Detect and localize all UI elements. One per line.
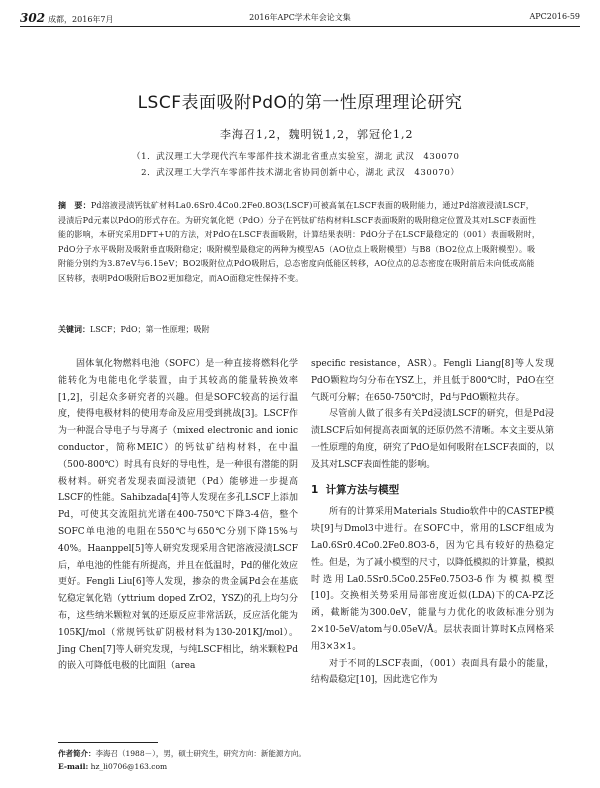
- paper-code: APC2016-59: [529, 12, 580, 21]
- keywords-label: 关键词：: [58, 324, 90, 334]
- keywords: [58, 324, 210, 335]
- intro-paragraph-2: 尽管前人做了很多有关Pd浸渍LSCF的研究，但是Pd浸渍LSCF后如何提高表面氧的还原仍然不清晰。本文主要从第一性原理的角度，研究了PdO是如何吸附在LSCF表面的，以及其对LSCF表面性能的影响。: [311, 409, 554, 470]
- paper-title: LSCF表面吸附PdO的第一性原理理论研究: [137, 93, 463, 113]
- email-address: hz_li0706@163.com: [90, 762, 168, 771]
- affiliation-2: 2．武汉理工大学汽车零部件技术湖北省协同创新中心，湖北 武汉 430070）: [132, 168, 460, 178]
- abstract: [58, 198, 542, 286]
- journal-name: 2016年APC学术年会论文集: [249, 13, 351, 22]
- section-number: 1: [311, 483, 319, 496]
- author-list: 李海召1,2，魏明锐1,2，郭冠伦1,2: [220, 128, 414, 141]
- method-paragraph-1: 所有的计算采用Materials Studio软件中的CASTEP模块[9]与Dmol3中进行。在SOFC中，常用的LSCF组成为La0.6Sr0.4Co0.2Fe0.8O3-δ，因为它具有较好的热稳定性。但是，为了减小模型的尺寸，以降低模拟的计算量，模拟时选用La0.5Sr0.5Co0.25Fe0.75O3-δ作为模拟模型[10]。交换相关势采用局部密度近似(LDA)下的CA-PZ泛函，截断能为300.0eV，能量与力优化的收敛标准分别为2×10-5eV/atom与0.05eV/Å。层状表面计算时K点网格采用3×3×1。: [311, 507, 555, 652]
- intro-paragraph: 固体氧化物燃料电池（SOFC）是一种直接将燃料化学能转化为电能电化学装置，由于其较高的能量转换效率[1,2]，引起众多研究者的兴趣。但是SOFC较高的运行温度，使得电极材料的使用寿命及应用受到挑战[3]。LSCF作为一种混合导电子与导离子（mixed electronic and ionic conductor，简称MEIC）的钙钛矿结构材料，在中温（500-800℃）时具有良好的导电性，是一种很有潜能的阴极材料。研究者发现表面浸渍钯（Pd）能够进一步提高LSCF的性能。Sahibzada[4]等人发现在多孔LSCF上添加Pd，可使其交流阻抗光谱在400-750℃下降3-4倍，整个SOFC单电池的电阻在550℃与650℃分别下降15%与40%。Haanppel[5]等人研究发现采用含钯溶液浸渍LSCF后，单电池的性能有所提高，并且在低温时，Pd的催化效应更好。Fengli Liu[6]等人发现，掺杂的贵金属Pd会在基底钇稳定氧化锆（yttrium doped ZrO2，YSZ)的孔上均匀分布，这些纳米颗粒对氧的还原反应非常活跃，反应活化能为105KJ/mol（常规钙钛矿阴极材料为130-201KJ/mol）。Jing Chen[7]等人研究发现，与纯LSCF相比，纳米颗粒Pd的嵌入可降低电极的比面阻（area: [58, 359, 298, 672]
- footnote: [58, 747, 306, 773]
- email-label: E-mail:: [58, 762, 89, 771]
- footnote-rule: [58, 742, 158, 743]
- affiliation-1: （1．武汉理工大学现代汽车零部件技术湖北省重点实验室，湖北 武汉 430070: [132, 152, 460, 162]
- section-title: 计算方法与模型: [325, 483, 400, 496]
- author-email: [58, 760, 306, 773]
- running-header: [20, 8, 580, 24]
- left-column: [58, 356, 298, 675]
- section-heading: [311, 482, 554, 499]
- intro-continuation: specific resistance，ASR）。Fengli Liang[8]等人发现PdO颗粒均匀分布在YSZ上，并且低于800℃时，PdO在空气既可分解；在650-750℃时，Pd与PdO颗粒共存。: [311, 359, 554, 403]
- abstract-label: 摘 要：: [58, 200, 91, 210]
- right-column: [311, 356, 554, 689]
- author-bio: [58, 747, 306, 760]
- header-rule: [20, 26, 580, 27]
- author-bio-text: 李海召（1988－），男，硕士研究生，研究方向：新能源方向。: [95, 749, 306, 758]
- location-date: 成都，2016年7月: [48, 15, 114, 24]
- author-bio-label: 作者简介：: [58, 749, 96, 758]
- keywords-text: LSCF；PdO；第一性原理；吸附: [90, 325, 210, 334]
- method-paragraph-2: 对于不同的LSCF表面，（001）表面具有最小的能量，结构最稳定[10]，因此选它作为: [311, 658, 554, 686]
- page-number: 302: [20, 11, 46, 25]
- abstract-text: Pd溶液浸渍钙钛矿材料La0.6Sr0.4Co0.2Fe0.8O3(LSCF)可被高氧在LSCF表面的吸附能力，通过Pd溶液浸渍LSCF，浸渍后Pd元素以PdO的形式存在。为研究氧化钯（PdO）分子在钙钛矿结构材料LSCF表面吸附的吸附稳定位置及其对LSCF表面性能的影响，本研究采用DFT+U的方法，对PdO在LSCF表面吸附，计算结果表明：PdO分子在LSCF最稳定的（001）表面吸附时，PdO分子水平吸附及吸附垂直吸附稳定；吸附模型最稳定的两种为模型A5（AO位点上吸附模型）与B8（BO2位点上吸附模型）。吸附能分别约为3.87eV与6.15eV；BO2吸附位点PdO吸附后，总态密度向低能区转移，AO位点的总态密度在吸附前后未向低或高能区转移，表明PdO吸附后BO2更加稳定，而AO面稳定性保持不变。: [58, 201, 541, 283]
